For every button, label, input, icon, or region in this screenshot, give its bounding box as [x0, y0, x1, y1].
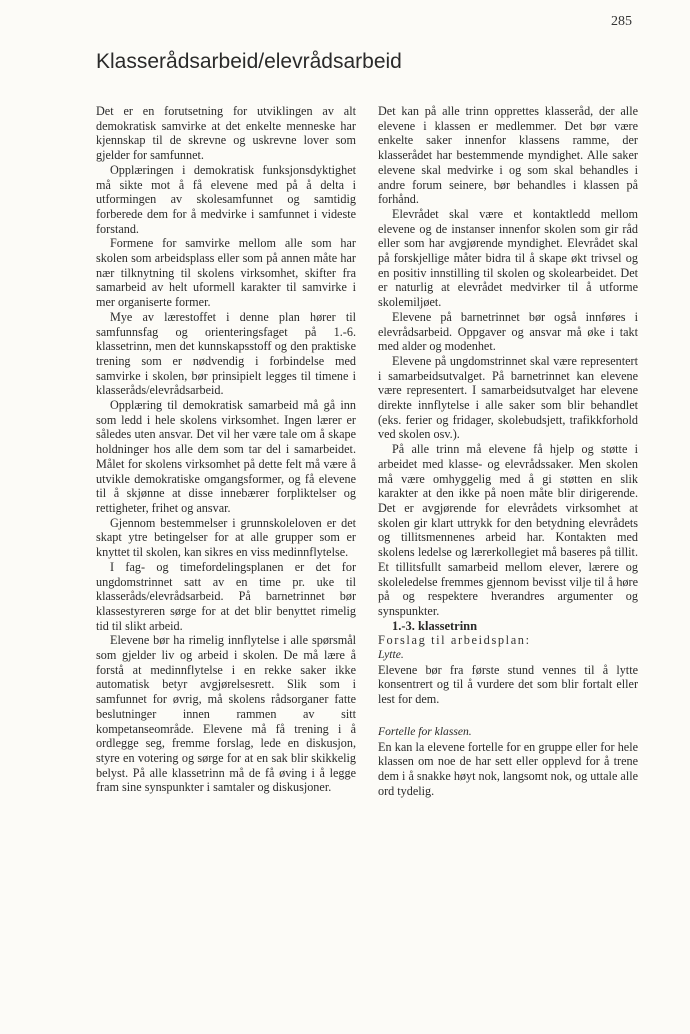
paragraph: Elevene bør ha rimelig innflytelse i alle spørsmål som gjelder liv og arbeid i skolen. De må lære å forstå at medinnflytelse i en rekke saker ikke automatisk betyr avgjørelsesrett. Slik som i samfunnet for øvrig, må skolens rådsorganer fatte beslutninger innen rammen av sitt kompetanseområde. Elevene må få trening i å ordlegge seg, fremme forslag, lede en diskusjon, styre en votering og sørge for at en sak blir skikkelig belyst. På alle klassetrinn må de få øving i å legge fram sine synspunkter i samtaler og diskusjoner.: [96, 633, 356, 795]
item-text: Elevene bør fra første stund vennes til å lytte konsentrert og til å vurdere det som blir fortalt eller lest for dem.: [378, 662, 638, 707]
paragraph: Gjennom bestemmelser i grunnskoleloven er det skapt ytre betingelser for at alle grupper som er knyttet til skolen, kan sikres en viss medinnflytelse.: [96, 515, 356, 560]
paragraph: Elevrådet skal være et kontaktledd mellom elevene og de instanser innenfor skolen som gir råd eller som har avgjørende myndighet. Elevrådet skal på forskjellige måter bidra til å skape økt trivsel og en positiv innstilling til skolen og skolearbeidet. Det er naturlig at elevrådet medvirker til å utforme skolemiljøet.: [378, 206, 638, 310]
section-heading: 1.-3. klassetrinn: [392, 618, 478, 633]
paragraph: Mye av lærestoffet i denne plan hører til samfunnsfag og orienteringsfaget på 1.-6. klassetrinn, men det kunnskapsstoff og den praktiske trening som er nødvendig i forbindelse med samvirke i skolen, bør prinsipielt legges til timene i klasseråds/elevrådsarbeid.: [96, 309, 356, 398]
left-column: [96, 104, 356, 795]
paragraph: Formene for samvirke mellom alle som har skolen som arbeidsplass eller som på annen måte har nær tilknytning til skolens virksomhet, skifter fra samarbeid av helt uformell karakter til samvirke i mer organiserte former.: [96, 236, 356, 310]
paragraph: I fag- og timefordelingsplanen er det for ungdomstrinnet satt av en time pr. uke til klasseråds/elevrådsarbeid. På barnetrinnet bør klassestyreren sørge for at det blir benyttet rimelig tid til slikt arbeid.: [96, 559, 356, 633]
page-title: Klasserådsarbeid/elevrådsarbeid: [96, 50, 402, 73]
paragraph: Opplæringen i demokratisk funksjonsdyktighet må sikte mot å få elevene med på å delta i utformingen av skolesamfunnet og samtidig forberede dem for å medvirke i samfunnet i videste forstand.: [96, 162, 356, 236]
item-label: Fortelle for klassen.: [378, 724, 472, 738]
item-text: En kan la elevene fortelle for en gruppe eller for hele klassen om noe de har sett eller opplevd for å trene dem i å snakke høyt nok, langsomt nok, og uttale alle ord tydelig.: [378, 739, 638, 798]
paragraph: Elevene på barnetrinnet bør også innføres i elevrådsarbeid. Oppgaver og ansvar må øke i takt med alder og modenhet.: [378, 309, 638, 354]
page-number: 285: [611, 14, 632, 29]
paragraph: På alle trinn må elevene få hjelp og støtte i arbeidet med klasse- og elevrådssaker. Men skolen må være omhyggelig med å gi støtten en slik karakter at den ikke på noen måte blir dirigerende. Det er avgjørende for elevrådets virksomhet at skolen gir klart uttrykk for den betydning elevrådets og tillitsmennenes arbeid har. Kontakten med skolens ledelse og lærerkollegiet må baseres på tillit. Et tillitsfullt samarbeid mellom elever, lærere og skoleledelse fremmes gjennom bevisst vilje til å høre på og respektere hverandres argumenter og synspunkter.: [378, 442, 638, 618]
paragraph: Opplæring til demokratisk samarbeid må gå inn som ledd i hele skolens virksomhet. Ingen lærer er således uten ansvar. Det vil her være tale om å skape holdninger hos alle dem som tar del i samarbeidet. Målet for skolens virksomhet på dette felt må være å utvikle demokratiske omgangsformer, og få elevene til å skjønne at disse innebærer forpliktelser og rettigheter, frihet og ansvar.: [96, 398, 356, 515]
right-column: [378, 104, 638, 798]
section-subheading: Forslag til arbeidsplan:: [378, 633, 531, 648]
paragraph: Det er en forutsetning for utviklingen av alt demokratisk samvirke at det enkelte menneske har kjennskap til de skrevne og uskrevne lover som gjelder for samfunnet.: [96, 104, 356, 163]
paragraph: Det kan på alle trinn opprettes klasseråd, der alle elevene i klassen er medlemmer. Det bør være enkelte saker innenfor klassens ramme, der klasserådet har bestemmende myndighet. Alle saker elevene skal medvirke i og som skal behandles i andre forum seinere, bør behandles i klassen på forhånd.: [378, 104, 638, 207]
paragraph: Elevene på ungdomstrinnet skal være representert i samarbeidsutvalget. På barnetrinnet kan elevene være representert. I samarbeidsutvalget har elevene direkte innflytelse i alle saker som blir behandlet (eks. ferier og fridager, skolebudsjett, trafikkforhold ved skolen osv.).: [378, 353, 638, 442]
spacer: [378, 707, 638, 725]
item-label: Lytte.: [378, 648, 404, 662]
